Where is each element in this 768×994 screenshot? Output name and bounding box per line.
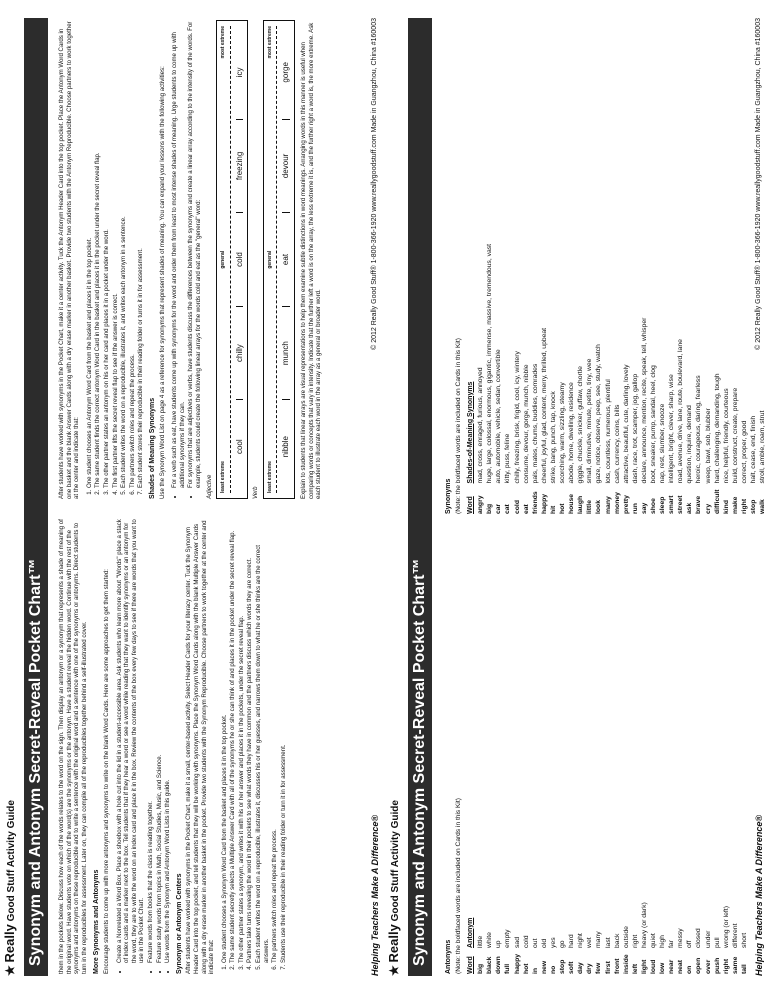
word-cell: right [722,958,730,974]
table-row [640,896,649,974]
linear-arrays [207,20,296,499]
table-row [722,238,731,514]
array-word: cold [236,213,244,307]
word-cell: angry [477,495,485,514]
table-row [604,896,613,974]
step-item: 4. Partners take turns revealing the word in their pockets to see what words they have in common and the partners discuss which words they are correct. [246,519,254,963]
table-row [540,238,549,514]
text-column-1: them in the pockets below. Discuss how each of the words relates to the word on the sign. Then display an antonym or a synonym that represents a shade of meaning of the original word. Have students vote on which of the word(s) are the synonyms or the antonym. Have a student reveal the hidden word. Continue with the rest of the synonyms and antonyms on these reproducible and to write a sentence with the original word and a sentence with one of the synonyms or antonyms. Direct students to turn in the reproducibles for assessment. Later on, they can compile all of the reproducibles together behind a self-illustrated cover. More Synonyms and Antonyms Encourage students to come up with more antonyms and synonyms to write on the blank Word Cards. Here are some approaches to get them started: • Create a Nonrelated a Word Box. Place a shoebox with a hole cut into the lid in a student-accessible area. Ask students who learn more about "Words" place a stack of index cards and a marker next to the box. Tell students that if they hear a word or see a word while reading that they want to identify synonyms or an antonym for the word, they are to write the word on an index card and place it in the box. Review the contents of the box every few days to see if there are words that you want to use in the Pocket Chart. • Feature words from books that the class is reading together. • Feature study words from topics in Math, Social Studies, Music, and Science. • Use words from the Synonym and Antonym Word Lists in this guide. Synonym or Antonym Centers After students have worked with synonyms in the Pocket Chart, make it a small, center-based activity. Select Header Cards for your literacy center. Tuck the Synonym Header Card into the top pocket, and tell students that they will be working with synonyms. Place the Synonym Word Cards along with the blank Multiple Answer Cards along with a dry erase marker in another basket in the pocket. Provide two students with the Synonym Reproducible. Choose partners to work together at the center and indicate that: 1. One student chooses a Synonym Word Card from the basket and places it in the top pocket. 2. The same student secretly selects a Multiple Answer Card with all of the synonyms he or she can think of and places it in the pocket under the secret reveal flap. 3. The other partner states a synonym, and writes it with his or her answer and places it in the pockets, under the secret reveal flap. 4. Partners take turns revealing the word in their pockets to see what words they have in common and the partners discuss which words they are correct. 5. Each student writes the word on a reproducible, illustrates it, discusses his or her guesses, and narrows them down to what he or she thinks are the correct answers. 6. The partners switch roles and repeat the process. 7. Students use their reproducible in their reading folder or turn it in for assessment. [58,519,364,974]
antonym-cell: night [577,933,585,948]
step-item: 6. The partners switch roles and repeat the process. [129,20,137,488]
synonym-cell: small, diminutive, minute, petite, tiny, wee [586,358,594,484]
list-item: • For synonyms that are adjectives or verbs, have students discuss the differences between the synonyms and create a linear array according to the intensity of the words. For example, students could create the following linear arrays for the words cold and eat as the "general" word: [187,20,202,488]
table-row [676,896,685,974]
table-row [731,896,740,974]
synonym-cell: stroll, amble, roam, strut [759,410,767,484]
antonym-cell: white [486,932,494,948]
step-item: 5. Each student writes the word on a reproducible, illustrates it, discusses his or her guesses, and narrows them down to what he or she thinks are the correct answers. [255,519,270,963]
antonym-cell: many [595,931,603,948]
word-cell: neat [677,960,685,974]
antonym-cell: off [686,940,694,948]
synonym-cell: scorching, warm, sizzling, steamy [559,382,567,484]
word-cell: push [713,957,721,974]
word-cell: cold [513,500,521,514]
list-item: • Create a Nonrelated a Word Box. Place a shoebox with a hole cut into the lid in a student-accessible area. Ask students who learn more about "Words" place a stack of index cards and a marker next to the box. Tell students that if they hear a word or see a word while reading that they want to identify synonyms or an antonym for the word, they are to write the word on an index card and place it in the box. Review the contents of the box every few days to see if there are words that you want to use in the Pocket Chart. [116,519,146,963]
synonym-cell: gaze, notice, observe, peep, see, study, watch [595,344,603,484]
antonym-cell: little [477,935,485,948]
synonym-cell: pals, mates, chums, buddies, comrades [531,363,539,484]
array-word: chilly [236,307,244,401]
word-cell: dry [586,963,594,974]
array-word: cool [234,439,244,455]
antonym-cell: messy [677,928,685,948]
antonym-cell: different [731,923,739,948]
page-header [4,18,52,976]
table-row [531,238,540,514]
table-row [713,896,722,974]
table-row [513,238,522,514]
synonym-cell: road, avenue, drive, lane, route, boulevard, lane [677,339,685,484]
table-row [604,238,613,514]
word-cell: little [586,500,594,514]
antonym-cell: last [604,937,612,948]
linear-array [207,20,249,499]
word-cell: street [677,495,685,514]
table-row [594,896,603,974]
word-cell: difficult [713,489,721,514]
table-row [576,896,585,974]
word-cell: on [686,965,694,974]
antonym-cell: outside [622,926,630,948]
table-row [567,238,576,514]
list-item: • Feature words from books that the class is reading together. [147,519,155,963]
word-cell: say [640,502,648,514]
word-cell: many [604,496,612,514]
word-cell: eat [522,504,530,514]
table-row [549,896,558,974]
step-item: 5. Each student writes the word on a reproducible, illustrates it, and writes each antonym in a sentence. [120,20,128,488]
synonym-cell: nap, rest, slumber, snooze [659,403,667,484]
synonym-cell: auto, automobile, vehicle, sedan, convertible [495,349,503,484]
synonym-cell: halt, cease, end, finish [750,415,757,484]
word-cell: car [495,503,503,514]
linear-array [253,20,295,499]
step-item: 6. The partners switch roles and repeat the process. [271,519,279,963]
word-cell: big [477,963,485,974]
word-cell: hit [549,505,557,514]
table-row [658,238,667,514]
table-row [676,238,685,514]
word-cell: front [613,958,621,974]
text-column-2: After students have worked with synonyms in the Pocket Chart, make it a center activity. Tuck the Antonym Header Card into the top pocket. Place the Antonym Word Cards in one basket and the blank Answer Cards along with a dry erase marker in another basket. Provide two students with the Antonym Reproducible. Choose partners to work together at the center and indicate that: 1. One student chooses an Antonym Word Card from the basket and places it in the top pocket. 2. The same student finds the correct antonym Word Card in the basket and places it in the pocket under the secret reveal flap. 3. The other partner states an antonym on his or her card and places it in a pocket under the word. 4. The first partner lifts the secret reveal flap to see if the answer is correct. 5. Each student writes the word on a reproducible, illustrates it, and writes each antonym in a sentence. 6. The partners switch roles and repeat the process. 7. Each student stores their reproducible in their reading folder or turns it in for assessment. Shades of Meaning Synonyms Use the Synonym Word List on page 4 as a reference for synonyms that represent shades of meaning. You can expand your lessons with the following activities: • For a verb such as eat, have students come up with synonyms for the word and order them from least to most intense shades of meaning. Urge students to come up with additional synonyms if they can. • For synonyms that are adjectives or verbs, have students discuss the differences between the synonyms and create a linear array according to the intensity of the words. For example, students could create the following linear arrays for the words cold and eat as the "general" word: Adjective least extreme general most extreme cool chilly cold freezing icy Verb least extreme general most extreme nibble munch eat devour gorge Explain to students that linear arrays are visual representations to help them examine subtle distinctions in word meanings. Arranging words in this manner is useful when comparing words or concepts that vary in intensity. Indicate that the further left a word is on the array, the less extreme it is, and the further right a word is, the more extreme. Ask each student to illustrate each word in the array as a general or broader word. [58,20,364,499]
array-arrow [230,26,233,493]
array-word: icy [236,26,244,120]
table-row [476,896,485,974]
antonym-cell: sad [513,937,521,948]
table-row [576,238,585,514]
synonym-cell: heroic, courageous, daring, fearless [695,375,703,484]
word-cell: light [640,959,648,974]
synonym-cell: cheerful, joyful, glad, content, merry, thrilled, upbeat [540,327,548,484]
table-row [667,238,676,514]
table-row [494,238,503,514]
word-cell: same [731,956,739,974]
antonym-cell: pull [713,937,721,948]
word-cell: hot [559,503,567,514]
list-item: • For a verb such as eat, have students come up with synonyms for the word and order them from least to most intense shades of meaning. Urge students to come up with additional synonyms if they can. [171,20,186,488]
word-cell: cat [504,504,512,514]
array-word: nibble [281,436,291,458]
synonym-cell: strike, bang, punch, tap, knock [549,391,557,484]
antonym-cell: out [531,938,539,948]
step-item: 4. The first partner lifts the secret reveal flap to see if the answer is correct. [112,20,120,488]
table-row [622,896,631,974]
synonym-cell: build, construct, create, prepare [731,387,739,484]
word-cell: near [668,959,676,974]
synonyms-column: Synonyms (Note: the boldfaced words are included on Cards in this Kit) Word Shades-of-Meaning Synonyms angry mad, cross, enraged, furious, annoyed big huge, large, colossal, enormous, gigantic, immense, massive, tremendous, vast car auto, automobile, vehicle, sedan, convertible cat kitty, puss, feline cold chilly, freezing, brisk, frigid, cool, icy, wintery eat consume, devour, gorge, munch, nibble friends pals, mates, chums, buddies, comrades happy cheerful, joyful, glad, content, merry, thrilled, upbeat hit strike, bang, punch, tap, knock hot scorching, warm, sizzling, steamy house abode, home, dwelling, residence laugh giggle, chuckle, snicker, guffaw, chortle little small, diminutive, minute, petite, tiny, wee look gaze, notice, observe, peep, see, study, watch many lots, countless, numerous, plentiful money cash, currency, coins, bills pretty attractive, beautiful, cute, darling, lovely run dash, race, trot, scamper, jog, gallop say declare, announce, mention, recite, speak, tell, whisper shoe boot, sneaker, pump, sandal, heel, clog sleep nap, rest, slumber, snooze smart intelligent, bright, clever, sharp, wise street road, avenue, drive, lane, route, boulevard, lane ask question, inquire, demand brave heroic, courageous, daring, fearless cry weep, bawl, sob, blubber difficult hard, challenging, demanding, tough kind nice, helpful, friendly, courteous make build, construct, create, prepare right correct, proper, good stop halt, cease, end, finish walk stroll, amble, roam, strut [442,20,748,514]
word-cell: down [495,956,503,974]
array-word: eat [282,213,290,307]
word-cell: brave [695,495,703,514]
most-label: most extreme [266,26,273,59]
word-cell: ask [686,502,694,514]
word-cell: in [531,967,539,974]
synonym-cell: giggle, chuckle, snicker, guffaw, chortle [577,366,585,484]
table-row [503,238,512,514]
synonym-cell: hard, challenging, demanding, tough [713,373,721,484]
synonym-cell: cash, currency, coins, bills [613,404,621,484]
synonym-cell: chilly, freezing, brisk, frigid, cool, icy, wintery [513,351,521,484]
table-row [585,238,594,514]
synonym-cell: lots, countless, numerous, plentiful [604,379,612,484]
table-row [649,896,658,974]
word-cell: house [568,493,576,514]
step-item: 7. Students use their reproducible in their reading folder or turn it in for assessment. [280,519,288,963]
antonym-cell: wrong (or left) [722,906,730,948]
antonym-cell: up [495,940,503,948]
antonym-cell: short [740,932,748,948]
antonym-cell: right [631,934,639,948]
antonym-cell: high [659,935,667,948]
table-row [740,238,749,514]
list-item: • Use words from the Synonym and Antonym Word Lists in this guide. [164,519,172,963]
table-row [522,896,531,974]
word-cell: black [486,956,494,974]
array-box [216,20,248,499]
word-cell: money [613,492,621,514]
table-row [540,896,549,974]
word-cell: stop [750,499,757,514]
antonyms-column: Antonyms (Note: the boldfaced words are included on Cards in this Kit) Word Antonym big little black white down up full empty happy sad hot cold in out new old no yes stop go soft hard day night dry wet few many first last front back inside outside left right light heavy (or dark) loud quiet low high near far neat messy on off open closed over under push pull right wrong (or left) same different tall short [445,798,748,974]
antonym-cell: quiet [649,933,657,948]
table-row [731,238,740,514]
table-row [667,896,676,974]
table-row [649,238,658,514]
array-arrow [276,26,279,493]
word-cell: big [486,503,494,514]
least-label: least extreme [266,461,273,493]
array-box [263,20,295,499]
word-cell: tall [740,964,748,974]
word-cell: smart [668,495,676,514]
least-label: least extreme [220,461,227,493]
word-cell: kind [722,500,730,514]
title-banner: Synonym and Antonym Secret-Reveal Pocket Chart™ [408,18,432,976]
center-steps [221,519,288,974]
synonym-cell: nice, helpful, friendly, courteous [722,388,730,484]
step-item: 3. The other partner states a synonym, and writes it with his or her answer and places it in the pockets, under the secret reveal flap. [238,519,246,963]
synonym-cell: correct, proper, good [740,420,748,484]
antonym-cell: closed [695,928,703,948]
title-banner: Synonym and Antonym Secret-Reveal Pocket Chart™ [24,18,48,976]
part-of-speech: Adjective [206,474,213,499]
table-row [694,238,703,514]
table-row [631,238,640,514]
table-row [513,896,522,974]
synonym-cell: weep, bawl, sob, blubber [704,408,712,484]
step-item: 1. One student chooses a Synonym Word Card from the basket and places it in the top pocket. [221,519,229,963]
antonym-cell: yes [549,937,557,948]
synonym-cell: attractive, beautiful, cute, darling, lovely [622,364,630,484]
table-row [485,238,494,514]
array-word: gorge [282,26,290,120]
word-cell: walk [759,499,767,514]
star-icon: ★ [387,965,401,976]
table-row [531,896,540,974]
word-cell: no [549,965,557,974]
most-label: most extreme [220,26,227,59]
synonym-cell: boot, sneaker, pump, sandal, heel, clog [649,365,657,484]
antonym-cell: old [540,938,548,948]
table-row [476,238,485,514]
step-item: 7. Each student stores their reproducible in their reading folder or turns it in for assessment. [137,20,145,488]
word-cell: make [731,496,739,514]
list-item: • Feature study words from topics in Math, Social Studies, Music, and Science. [156,519,164,963]
step-item: 2. The same student secretly selects a Multiple Answer Card with all of the synonyms he or she can think of and places it in the pocket under the secret reveal flap. [229,519,237,963]
word-cell: right [740,498,748,514]
table-row [485,896,494,974]
word-cell: loud [649,959,657,974]
table-row [713,238,722,514]
step-item: 2. The same student finds the correct antonym Word Card in the basket and places it in the pocket under the secret reveal flap. [94,20,102,488]
antonym-cell: far [668,940,676,948]
synonym-cell: declare, announce, mention, recite, speak, tell, whisper [640,317,648,484]
antonym-table: Word Antonym big little black white down up full empty happy sad hot cold in out new old no yes stop go soft hard day night dry wet few many first last front back inside outside left right light heavy (or dark) loud quiet low high near far neat messy on off open closed over under push pull right wrong (or left) same different tall short [467,896,749,974]
word-cell: over [704,959,712,974]
word-cell: open [695,957,703,974]
page-footer: Helping Teachers Make A Difference® © 2012 Really Good Stuff® 1-800-366-1920 www.reallygoodstuff.com Made in Guangzhou, China #160003 [754,18,764,976]
table-row [640,238,649,514]
table-row [658,896,667,974]
word-cell: run [631,503,639,514]
brand-logo: ★ Really Good Stuff Activity Guide [386,800,401,976]
table-row [704,896,713,974]
word-cell: sleep [659,496,667,514]
more-list [116,519,172,974]
table-row [613,238,622,514]
word-cell: cry [704,503,712,514]
step-item: 1. One student chooses an Antonym Word Card from the basket and places it in the top pocket. [86,20,94,488]
word-cell: day [577,962,585,974]
table-row [631,896,640,974]
synonym-cell: kitty, puss, feline [504,433,512,484]
synonym-cell: abode, home, dwelling, residence [568,382,576,484]
word-cell: inside [622,954,630,974]
star-icon: ★ [3,965,17,976]
word-cell: happy [540,493,548,514]
synonym-cell: intelligent, bright, clever, sharp, wise [668,374,676,484]
table-row [558,238,567,514]
table-row [740,896,749,974]
table-row [594,238,603,514]
part-of-speech: Verb [253,486,260,499]
antonym-cell: wet [586,937,594,948]
synonym-cell: consume, devour, gorge, munch, nibble [522,364,530,484]
table-row [685,896,694,974]
table-row [503,896,512,974]
array-word: freezing [236,120,244,214]
synonym-cell: huge, large, colossal, enormous, gigantic, immense, massive, tremendous, vast [486,243,494,484]
word-cell: full [504,963,512,974]
word-cell: shoe [649,498,657,514]
array-word: munch [282,307,290,401]
word-cell: happy [513,953,521,974]
table-row [722,896,731,974]
word-cell: new [540,960,548,974]
page-header [388,18,436,976]
synonym-cell: question, inquire, demand [686,405,694,484]
antonym-cell: back [613,933,621,948]
word-cell: few [595,962,603,974]
antonym-cell: empty [504,929,512,948]
word-cell: soft [568,961,576,974]
table-row [567,896,576,974]
table-row [613,896,622,974]
table-row [704,238,713,514]
array-word: devour [282,120,290,214]
word-cell: low [659,962,667,974]
table-row [685,238,694,514]
antonym-cell: heavy (or dark) [640,902,648,948]
table-row [549,238,558,514]
step-item: 3. The other partner states an antonym on his or her card and places it in a pocket under the word. [103,20,111,488]
word-cell: pretty [622,495,630,514]
general-label: general [220,250,227,269]
antonym-cell: under [704,930,712,948]
page-footer: Helping Teachers Make A Difference® © 2012 Really Good Stuff® 1-800-366-1920 www.reallygoodstuff.com Made in Guangzhou, China #160003 [370,18,380,976]
guide-page-right [384,0,768,994]
antonym-steps [86,20,145,499]
table-row [585,896,594,974]
table-row [694,896,703,974]
word-cell: laugh [577,495,585,514]
brand-logo: ★ Really Good Stuff Activity Guide [2,800,17,976]
word-cell: stop [559,959,567,974]
word-cell: first [604,961,612,974]
word-cell: hot [522,963,530,974]
general-label: general [266,250,273,269]
word-cell: friends [531,491,539,514]
word-cell: left [631,963,639,974]
antonym-cell: go [559,940,567,948]
word-cell: look [595,500,603,514]
table-row [522,238,531,514]
synonym-cell: mad, cross, enraged, furious, annoyed [477,367,485,484]
shades-list [171,20,202,499]
table-row [558,896,567,974]
table-row [622,238,631,514]
synonym-cell: dash, race, trot, scamper, jog, gallop [631,373,639,484]
table-row [494,896,503,974]
synonym-table: Word Shades-of-Meaning Synonyms angry mad, cross, enraged, furious, annoyed big huge, large, colossal, enormous, gigantic, immense, massive, tremendous, vast car auto, automobile, vehicle, sedan, convertible cat kitty, puss, feline cold chilly, freezing, brisk, frigid, cool, icy, wintery eat consume, devour, gorge, munch, nibble friends pals, mates, chums, buddies, comrades happy cheerful, joyful, glad, content, merry, thrilled, upbeat hit strike, bang, punch, tap, knock hot scorching, warm, sizzling, steamy house abode, home, dwelling, residence laugh giggle, chuckle, snicker, guffaw, chortle little small, diminutive, minute, petite, tiny, wee look gaze, notice, observe, peep, see, study, watch many lots, countless, numerous, plentiful money cash, currency, coins, bills pretty attractive, beautiful, cute, darling, lovely run dash, race, trot, scamper, jog, gallop say declare, announce, mention, recite, speak, tell, whisper shoe boot, sneaker, pump, sandal, heel, clog sleep nap, rest, slumber, snooze smart intelligent, bright, clever, sharp, wise street road, avenue, drive, lane, route, boulevard, lane ask question, inquire, demand brave heroic, courageous, daring, fearless cry weep, bawl, sob, blubber difficult hard, challenging, demanding, tough kind nice, helpful, friendly, courteous make build, construct, create, prepare right correct, proper, good stop halt, cease, end, finish walk stroll, amble, roam, strut [467,238,768,514]
antonym-cell: cold [522,935,530,948]
antonym-cell: hard [568,934,576,948]
